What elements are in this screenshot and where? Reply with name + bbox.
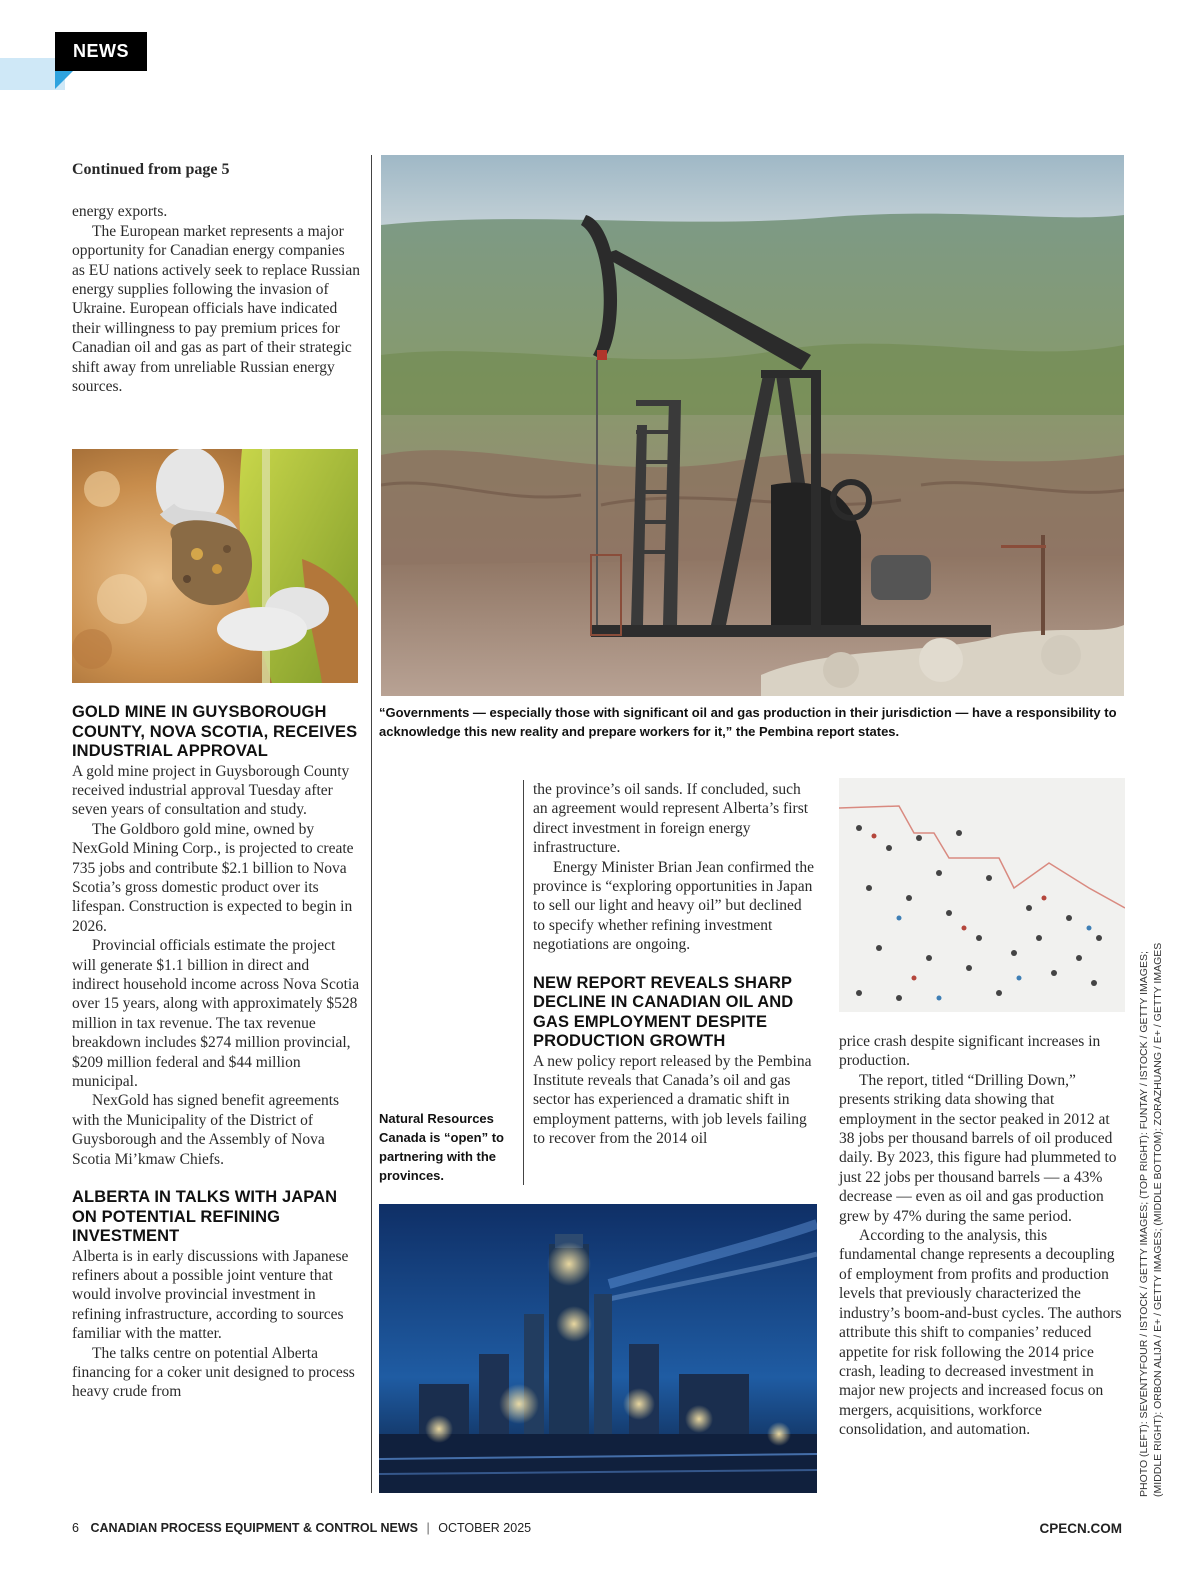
refinery-photo <box>379 1204 817 1493</box>
intro-paragraph: The European market represents a major opportunity for Canadian energy companies as EU nations actively seek to replace Russian energy supplies following the invasion of Ukraine. European officials have indicated their willingness to pay premium prices for Canadian oil and gas as part of their strategic shift away from unreliable Russian energy sources. <box>72 222 360 396</box>
middle-column <box>533 780 815 1149</box>
gold-article <box>72 703 360 1402</box>
alberta-paragraph: Alberta is in early discussions with Japanese refiners about a possible joint venture that would involve provincial investment in refining infrastructure, according to sources familiar with the matter. <box>72 1247 349 1343</box>
column-rule <box>371 155 372 1493</box>
gold-paragraph: A gold mine project in Guysborough County received industrial approval Tuesday after seven years of consultation and study. <box>72 762 350 819</box>
gold-paragraph: NexGold has signed benefit agreements with the Municipality of the District of Guysborough and the Assembly of Nova Scotia Mi’kmaw Chiefs. <box>72 1092 340 1168</box>
alberta-paragraph: The talks centre on potential Alberta financing for a coker unit designed to process heavy crude from <box>72 1344 355 1401</box>
pumpjack-photo <box>381 155 1124 696</box>
pembina-headline: NEW REPORT REVEALS SHARP DECLINE IN CANADIAN OIL AND GAS EMPLOYMENT DESPITE PRODUCTION GROWTH <box>533 973 794 1051</box>
alberta-paragraph: the province’s oil sands. If concluded, such an agreement would represent Alberta’s first direct investment in foreign energy infrastructure. <box>533 781 809 857</box>
pembina-paragraph: The report, titled “Drilling Down,” presents striking data showing that employment in the sector peaked in 2012 at 38 jobs per thousand barrels of oil produced daily. By 2023, this figure had plummeted to just 22 jobs per thousand barrels — a 43% decrease — even as oil and gas production grew by 47% during the same period. <box>839 1071 1117 1225</box>
section-tab: NEWS <box>55 32 147 71</box>
intro-paragraph: energy exports. <box>72 203 168 221</box>
gold-paragraph: Provincial officials estimate the project will generate $1.1 billion in direct and indirect household income across Nova Scotia over 15 years, along with approximately $528 million in tax revenue. The tax revenue breakdown includes $274 million provincial, $209 million federal and $44 million municipal. <box>72 937 360 1090</box>
photo-credit-line-1: PHOTO (LEFT): SEVENTYFOUR / ISTOCK / GETTY IMAGES; (TOP RIGHT): FUNTAY / ISTOCK / GETTY IMAGES; <box>1138 951 1150 1497</box>
alberta-paragraph: Energy Minister Brian Jean confirmed the province is “exploring opportunities in Japan to sell our light and heavy oil” but declined to specify whether refining investment negotiations are ongoing. <box>533 858 814 954</box>
page-footer <box>72 1521 1127 1541</box>
issue-date: OCTOBER 2025 <box>438 1521 532 1535</box>
pembina-paragraph: price crash despite significant increases in production. <box>839 1033 1101 1070</box>
pembina-paragraph: A new policy report released by the Pembina Institute reveals that Canada’s oil and gas sector has experienced a dramatic shift in employment patterns, with job levels failing to recover from the 2014 oil <box>533 1052 812 1148</box>
photo-credit-line-2: (MIDDLE RIGHT): ORBON ALIJA / E+ / GETTY IMAGES; (MIDDLE BOTTOM): ZORAZHUANG / E+ / GETTY IMAGES <box>1152 942 1164 1497</box>
footer-separator: | <box>426 1521 430 1535</box>
pembina-paragraph: According to the analysis, this fundamental change represents a decoupling of employment from profits and production levels that previously characterized the industry’s boom-and-bust cycles. The authors attribute this shift to companies’ reduced appetite for risk following the 2014 price crash, leading to decreased investment in major new projects and increased focus on mergers, acquisitions, workforce consolidation, and automation. <box>839 1227 1122 1439</box>
refinery-caption: Natural Resources Canada is “open” to partnering with the provinces. <box>379 1111 504 1183</box>
pumpjack-caption: “Governments — especially those with significant oil and gas production in their jurisdiction — have a responsibility to acknowledge this new reality and prepare workers for it,” the Pembina report states. <box>379 705 1117 739</box>
declining-chart-photo <box>839 778 1125 1012</box>
right-column <box>839 1032 1127 1440</box>
gold-ore-photo <box>72 449 358 683</box>
column-1 <box>72 160 360 396</box>
gold-headline: GOLD MINE IN GUYSBOROUGH COUNTY, NOVA SCOTIA, RECEIVES INDUSTRIAL APPROVAL <box>72 703 358 760</box>
alberta-headline: ALBERTA IN TALKS WITH JAPAN ON POTENTIAL REFINING INVESTMENT <box>72 1188 338 1246</box>
column-rule <box>523 780 524 1185</box>
header-accent-triangle <box>55 71 73 89</box>
website-link[interactable]: CPECN.COM <box>1039 1521 1122 1536</box>
page-number: 6 <box>72 1521 79 1535</box>
publication-name: CANADIAN PROCESS EQUIPMENT & CONTROL NEWS <box>90 1521 419 1535</box>
continued-label: Continued from page 5 <box>72 161 230 178</box>
gold-paragraph: The Goldboro gold mine, owned by NexGold Mining Corp., is projected to create 735 jobs and contribute $2.1 billion to Nova Scotia’s gross domestic product over its lifespan. Construction is expected to begin in 2026. <box>72 820 354 935</box>
